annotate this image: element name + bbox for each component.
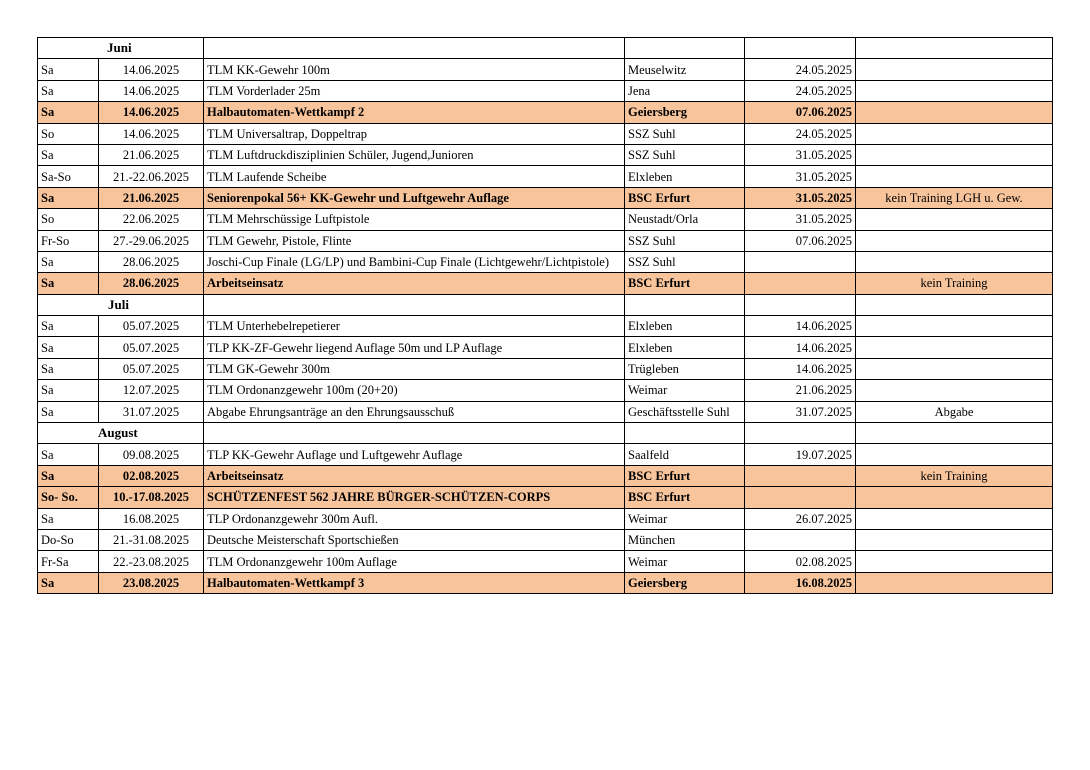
event-row (38, 80, 1053, 101)
location-cell: Elxleben (625, 337, 745, 358)
empty-cell (856, 294, 1053, 315)
location-cell: SSZ Suhl (625, 251, 745, 272)
date-cell: 05.07.2025 (99, 358, 204, 379)
event-row (38, 209, 1053, 230)
empty-cell (204, 38, 625, 59)
registration-deadline-cell (745, 529, 856, 550)
event-name-cell: Abgabe Ehrungsanträge an den Ehrungsausschuß (204, 401, 625, 422)
event-row (38, 358, 1053, 379)
weekday-cell: Sa (38, 572, 99, 593)
event-name-cell: TLM KK-Gewehr 100m (204, 59, 625, 80)
event-row (38, 444, 1053, 465)
registration-deadline-cell: 31.05.2025 (745, 209, 856, 230)
location-cell: BSC Erfurt (625, 187, 745, 208)
weekday-cell: Sa (38, 465, 99, 486)
weekday-cell: Fr-Sa (38, 551, 99, 572)
location-cell: Weimar (625, 551, 745, 572)
weekday-cell: Sa (38, 380, 99, 401)
event-name-cell: TLP KK-ZF-Gewehr liegend Auflage 50m und LP Auflage (204, 337, 625, 358)
event-row (38, 316, 1053, 337)
event-row (38, 166, 1053, 187)
empty-cell (625, 294, 745, 315)
event-name-cell: TLM Ordonanzgewehr 100m (20+20) (204, 380, 625, 401)
location-cell: BSC Erfurt (625, 487, 745, 508)
note-cell (856, 102, 1053, 123)
event-row (38, 144, 1053, 165)
event-name-cell: TLP Ordonanzgewehr 300m Aufl. (204, 508, 625, 529)
date-cell: 23.08.2025 (99, 572, 204, 593)
empty-cell (745, 294, 856, 315)
note-cell (856, 123, 1053, 144)
schedule-body (38, 38, 1053, 594)
event-schedule-table (37, 37, 1053, 594)
highlighted-event-row (38, 273, 1053, 294)
date-cell: 14.06.2025 (99, 59, 204, 80)
event-name-cell: Arbeitseinsatz (204, 465, 625, 486)
weekday-cell: Sa (38, 102, 99, 123)
note-cell (856, 59, 1053, 80)
date-cell: 14.06.2025 (99, 102, 204, 123)
location-cell: Trügleben (625, 358, 745, 379)
note-cell (856, 251, 1053, 272)
event-row (38, 230, 1053, 251)
registration-deadline-cell (745, 487, 856, 508)
location-cell: Saalfeld (625, 444, 745, 465)
note-cell: Abgabe (856, 401, 1053, 422)
location-cell: BSC Erfurt (625, 465, 745, 486)
registration-deadline-cell: 19.07.2025 (745, 444, 856, 465)
registration-deadline-cell: 14.06.2025 (745, 337, 856, 358)
date-cell: 10.-17.08.2025 (99, 487, 204, 508)
date-cell: 02.08.2025 (99, 465, 204, 486)
date-cell: 27.-29.06.2025 (99, 230, 204, 251)
note-cell (856, 358, 1053, 379)
registration-deadline-cell (745, 251, 856, 272)
note-cell: kein Training LGH u. Gew. (856, 187, 1053, 208)
note-cell (856, 230, 1053, 251)
empty-cell (745, 423, 856, 444)
registration-deadline-cell: 16.08.2025 (745, 572, 856, 593)
location-cell: SSZ Suhl (625, 123, 745, 144)
event-name-cell: TLM Laufende Scheibe (204, 166, 625, 187)
date-cell: 21.-31.08.2025 (99, 529, 204, 550)
weekday-cell: Sa (38, 444, 99, 465)
month-name: Juni (38, 38, 204, 59)
date-cell: 05.07.2025 (99, 337, 204, 358)
registration-deadline-cell: 21.06.2025 (745, 380, 856, 401)
weekday-cell: Sa (38, 337, 99, 358)
empty-cell (856, 423, 1053, 444)
event-row (38, 529, 1053, 550)
weekday-cell: Sa (38, 59, 99, 80)
highlighted-event-row (38, 465, 1053, 486)
event-row (38, 401, 1053, 422)
note-cell (856, 551, 1053, 572)
weekday-cell: Sa (38, 273, 99, 294)
event-row (38, 337, 1053, 358)
event-name-cell: TLM GK-Gewehr 300m (204, 358, 625, 379)
empty-cell (625, 423, 745, 444)
note-cell (856, 444, 1053, 465)
note-cell (856, 529, 1053, 550)
weekday-cell: Do-So (38, 529, 99, 550)
empty-cell (625, 38, 745, 59)
location-cell: Geschäftsstelle Suhl (625, 401, 745, 422)
event-name-cell: Halbautomaten-Wettkampf 2 (204, 102, 625, 123)
note-cell (856, 316, 1053, 337)
note-cell (856, 508, 1053, 529)
highlighted-event-row (38, 487, 1053, 508)
date-cell: 21.06.2025 (99, 187, 204, 208)
registration-deadline-cell: 26.07.2025 (745, 508, 856, 529)
highlighted-event-row (38, 187, 1053, 208)
registration-deadline-cell: 14.06.2025 (745, 316, 856, 337)
location-cell: München (625, 529, 745, 550)
month-header-row (38, 38, 1053, 59)
event-row (38, 251, 1053, 272)
location-cell: Neustadt/Orla (625, 209, 745, 230)
date-cell: 22.06.2025 (99, 209, 204, 230)
event-name-cell: Halbautomaten-Wettkampf 3 (204, 572, 625, 593)
location-cell: Jena (625, 80, 745, 101)
note-cell: kein Training (856, 465, 1053, 486)
location-cell: Geiersberg (625, 572, 745, 593)
registration-deadline-cell: 07.06.2025 (745, 230, 856, 251)
date-cell: 21.06.2025 (99, 144, 204, 165)
location-cell: SSZ Suhl (625, 230, 745, 251)
note-cell (856, 80, 1053, 101)
date-cell: 31.07.2025 (99, 401, 204, 422)
location-cell: Elxleben (625, 316, 745, 337)
date-cell: 05.07.2025 (99, 316, 204, 337)
event-name-cell: TLM Ordonanzgewehr 100m Auflage (204, 551, 625, 572)
registration-deadline-cell: 31.05.2025 (745, 187, 856, 208)
event-name-cell: TLM Universaltrap, Doppeltrap (204, 123, 625, 144)
event-name-cell: Seniorenpokal 56+ KK-Gewehr und Luftgewehr Auflage (204, 187, 625, 208)
date-cell: 21.-22.06.2025 (99, 166, 204, 187)
registration-deadline-cell: 14.06.2025 (745, 358, 856, 379)
note-cell (856, 166, 1053, 187)
registration-deadline-cell (745, 273, 856, 294)
month-name: Juli (38, 294, 204, 315)
weekday-cell: Sa (38, 508, 99, 529)
note-cell: kein Training (856, 273, 1053, 294)
date-cell: 14.06.2025 (99, 123, 204, 144)
note-cell (856, 487, 1053, 508)
location-cell: Geiersberg (625, 102, 745, 123)
date-cell: 16.08.2025 (99, 508, 204, 529)
date-cell: 22.-23.08.2025 (99, 551, 204, 572)
event-row (38, 380, 1053, 401)
month-header-row (38, 294, 1053, 315)
event-name-cell: TLP KK-Gewehr Auflage und Luftgewehr Auflage (204, 444, 625, 465)
highlighted-event-row (38, 572, 1053, 593)
event-name-cell: Deutsche Meisterschaft Sportschießen (204, 529, 625, 550)
weekday-cell: Sa (38, 316, 99, 337)
weekday-cell: Sa-So (38, 166, 99, 187)
note-cell (856, 380, 1053, 401)
empty-cell (204, 294, 625, 315)
event-row (38, 551, 1053, 572)
note-cell (856, 572, 1053, 593)
weekday-cell: Sa (38, 401, 99, 422)
weekday-cell: Fr-So (38, 230, 99, 251)
registration-deadline-cell: 07.06.2025 (745, 102, 856, 123)
location-cell: BSC Erfurt (625, 273, 745, 294)
empty-cell (204, 423, 625, 444)
location-cell: Meuselwitz (625, 59, 745, 80)
date-cell: 28.06.2025 (99, 251, 204, 272)
empty-cell (856, 38, 1053, 59)
location-cell: Weimar (625, 508, 745, 529)
event-row (38, 59, 1053, 80)
date-cell: 12.07.2025 (99, 380, 204, 401)
note-cell (856, 144, 1053, 165)
weekday-cell: So (38, 209, 99, 230)
registration-deadline-cell: 31.07.2025 (745, 401, 856, 422)
event-name-cell: SCHÜTZENFEST 562 JAHRE BÜRGER-SCHÜTZEN-CORPS (204, 487, 625, 508)
date-cell: 28.06.2025 (99, 273, 204, 294)
weekday-cell: Sa (38, 80, 99, 101)
note-cell (856, 209, 1053, 230)
event-name-cell: TLM Vorderlader 25m (204, 80, 625, 101)
weekday-cell: Sa (38, 358, 99, 379)
highlighted-event-row (38, 102, 1053, 123)
registration-deadline-cell (745, 465, 856, 486)
location-cell: Elxleben (625, 166, 745, 187)
registration-deadline-cell: 24.05.2025 (745, 123, 856, 144)
registration-deadline-cell: 31.05.2025 (745, 144, 856, 165)
event-name-cell: TLM Mehrschüssige Luftpistole (204, 209, 625, 230)
event-name-cell: TLM Luftdruckdisziplinien Schüler, Jugend,Junioren (204, 144, 625, 165)
event-row (38, 508, 1053, 529)
registration-deadline-cell: 31.05.2025 (745, 166, 856, 187)
event-name-cell: Joschi-Cup Finale (LG/LP) und Bambini-Cup Finale (Lichtgewehr/Lichtpistole) (204, 251, 625, 272)
date-cell: 09.08.2025 (99, 444, 204, 465)
weekday-cell: Sa (38, 187, 99, 208)
event-name-cell: TLM Gewehr, Pistole, Flinte (204, 230, 625, 251)
location-cell: SSZ Suhl (625, 144, 745, 165)
registration-deadline-cell: 24.05.2025 (745, 59, 856, 80)
note-cell (856, 337, 1053, 358)
event-row (38, 123, 1053, 144)
weekday-cell: So- So. (38, 487, 99, 508)
event-name-cell: Arbeitseinsatz (204, 273, 625, 294)
month-header-row (38, 423, 1053, 444)
location-cell: Weimar (625, 380, 745, 401)
registration-deadline-cell: 24.05.2025 (745, 80, 856, 101)
month-name: August (38, 423, 204, 444)
registration-deadline-cell: 02.08.2025 (745, 551, 856, 572)
date-cell: 14.06.2025 (99, 80, 204, 101)
weekday-cell: So (38, 123, 99, 144)
event-name-cell: TLM Unterhebelrepetierer (204, 316, 625, 337)
weekday-cell: Sa (38, 251, 99, 272)
empty-cell (745, 38, 856, 59)
weekday-cell: Sa (38, 144, 99, 165)
